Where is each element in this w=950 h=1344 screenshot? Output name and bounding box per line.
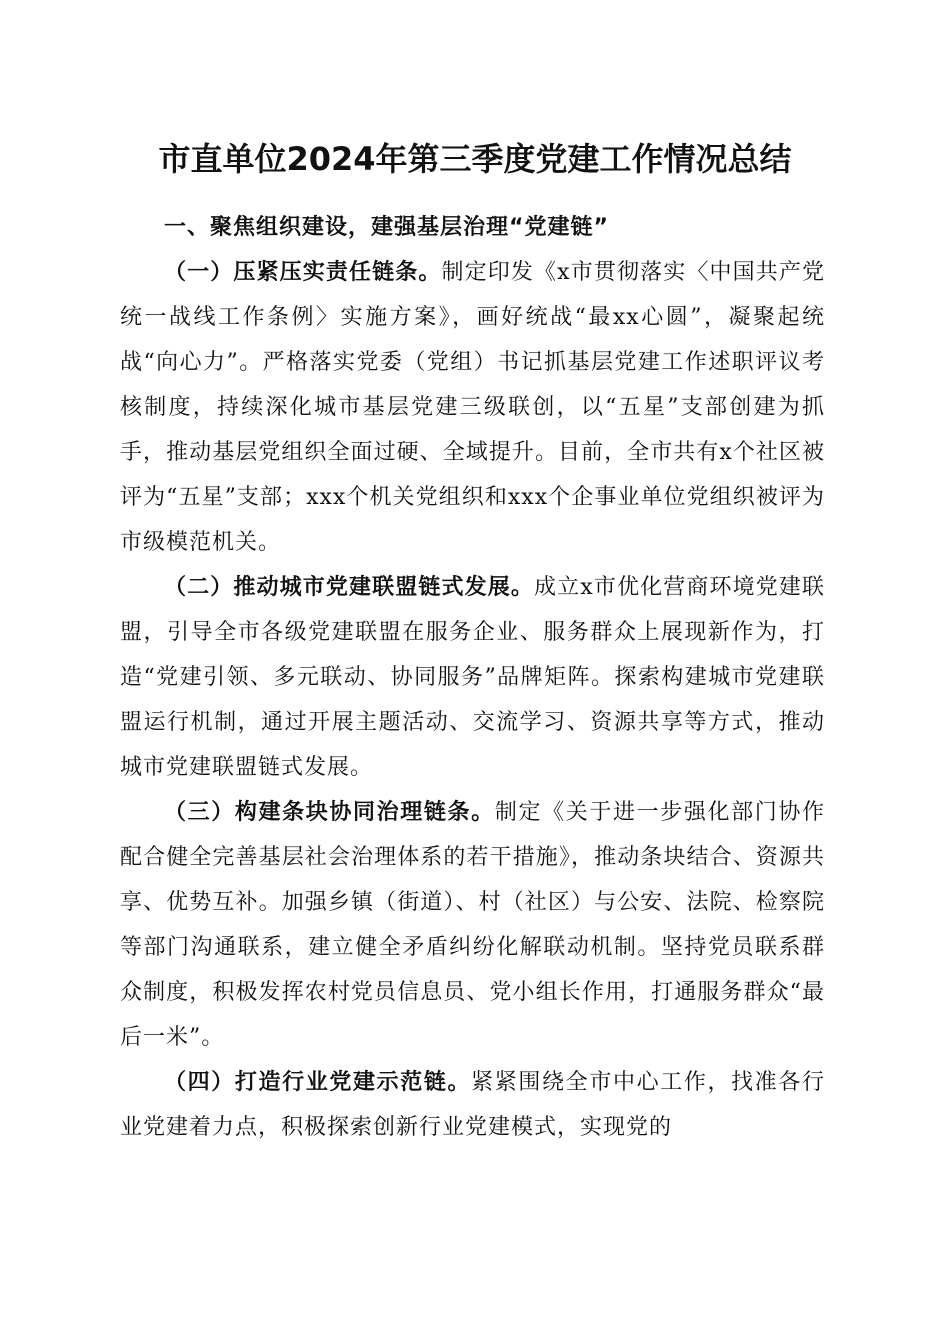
paragraph-text: 紧紧围绕全市中心工作，找准各行业党建着力点，积极探索创新行业党建模式，实现党的: [120, 1070, 825, 1140]
paragraph-lead: （一）压紧压实责任链条。: [164, 260, 442, 285]
document-body: [120, 201, 825, 1150]
paragraph-lead: （三）构建条块协同治理链条。: [164, 800, 495, 825]
paragraph: [120, 250, 825, 565]
paragraph: [120, 565, 825, 790]
paragraph-text: 制定《关于进一步强化部门协作配合健全完善基层社会治理体系的若干措施》，推动条块结合、资源共享、优势互补。加强乡镇（街道）、村（社区）与公安、法院、检察院等部门沟通联系，建立健全矛盾纠纷化解联动机制。坚持党员联系群众制度，积极发挥农村党员信息员、党小组长作用，打通服务群众“最后一米”。: [120, 800, 825, 1050]
paragraph-lead: （二）推动城市党建联盟链式发展。: [164, 575, 535, 600]
paragraph-lead: （四）打造行业党建示范链。: [164, 1070, 472, 1095]
paragraph-text: 成立x市优化营商环境党建联盟，引导全市各级党建联盟在服务企业、服务群众上展现新作为，打造“党建引领、多元联动、协同服务”品牌矩阵。探索构建城市党建联盟运行机制，通过开展主题活动、交流学习、资源共享等方式，推动城市党建联盟链式发展。: [120, 575, 825, 780]
section-heading: 一、聚焦组织建设，建强基层治理“党建链”: [164, 215, 609, 240]
paragraph: [120, 790, 825, 1060]
document-title: 市直单位2024年第三季度党建工作情况总结: [158, 140, 792, 178]
paragraph-text: 制定印发《x市贯彻落实〈中国共产党统一战线工作条例〉实施方案》，画好统战“最xx心圆”，凝聚起统战“向心力”。严格落实党委（党组）书记抓基层党建工作述职评议考核制度，持续深化城市基层党建三级联创，以“五星”支部创建为抓手，推动基层党组织全面过硬、全域提升。目前，全市共有x个社区被评为“五星”支部；xxx个机关党组织和xxx个企事业单位党组织被评为市级模范机关。: [120, 260, 825, 555]
paragraph: [120, 1060, 825, 1150]
